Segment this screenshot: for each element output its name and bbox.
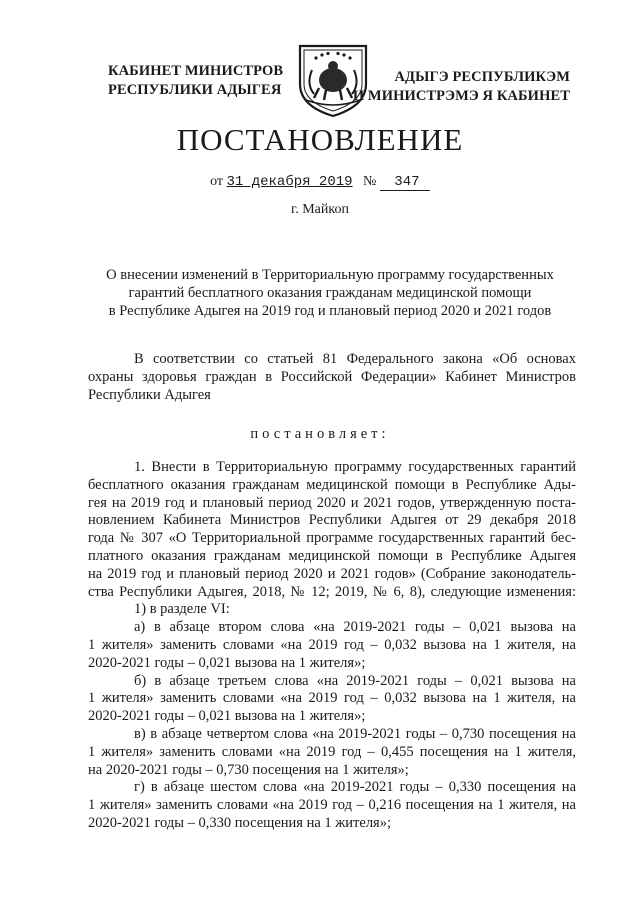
- body-line: 2020-2021 годы – 0,330 посещения на 1 жителя»;: [88, 814, 392, 831]
- body-line: а) в абзаце втором слова «на 2019-2021 годы – 0,021 вызова на: [134, 619, 576, 636]
- body-line: на 2020-2021 годы – 0,730 посещения на 1 жителя»;: [88, 761, 409, 778]
- body-line: гея на 2019 год и плановый период 2020 и 2021 годов, утвержденную поста-: [88, 494, 576, 511]
- body-line: 1. Внести в Территориальную программу государственных гарантий: [134, 459, 576, 475]
- body-line: 2020-2021 годы – 0,021 вызова на 1 жителя»;: [88, 654, 366, 671]
- body-line: г) в абзаце шестом слова «на 2019-2021 годы – 0,330 посещения на: [134, 779, 576, 796]
- header-right-institution: [353, 68, 570, 106]
- decree-word: постановляет:: [250, 426, 390, 442]
- body-line: 1 жителя» заменить словами «на 2019 год – 0,216 посещения на 1 жителя, на: [88, 797, 576, 814]
- body-line: б) в абзаце третьем слова «на 2019-2021 годы – 0,021 вызова на: [134, 672, 576, 689]
- body-line: на 2019 год и плановый период 2020 и 2021 годов» (Собрание законодатель-: [88, 565, 576, 582]
- header-left-line: КАБИНЕТ МИНИСТРОВ: [108, 63, 284, 79]
- preamble-line: охраны здоровья граждан в Российской Федерации» Кабинет Министров: [88, 368, 576, 385]
- document-date: 31 декабря 2019: [226, 174, 353, 190]
- main-text: [88, 459, 576, 833]
- document-title: ПОСТАНОВЛЕНИЕ: [176, 122, 464, 157]
- date-from-label: от: [210, 174, 224, 189]
- body-line: 1) в разделе VI:: [134, 601, 230, 618]
- header-left-institution: [108, 62, 283, 100]
- header-left-line: РЕСПУБЛИКИ АДЫГЕЯ: [108, 82, 282, 98]
- header-right-line: И МИНИСТРЭМЭ Я КАБИНЕТ: [352, 88, 570, 104]
- body-line: бесплатного оказания гражданам медицинской помощи в Республике Ады-: [88, 476, 576, 493]
- subject-line: О внесении изменений в Территориальную программу государственных: [106, 267, 554, 283]
- header-right-line: АДЫГЭ РЕСПУБЛИКЭМ: [394, 69, 570, 85]
- body-line: 1 жителя» заменить словами «на 2019 год – 0,032 вызова на 1 жителя, на: [88, 636, 576, 653]
- subject-line: в Республике Адыгея на 2019 год и плановый период 2020 и 2021 годов: [108, 303, 552, 319]
- date-number-line: [0, 174, 640, 191]
- body-line: 1 жителя» заменить словами «на 2019 год – 0,455 посещения на 1 жителя,: [88, 743, 576, 760]
- city-name: г. Майкоп: [291, 202, 349, 217]
- subject-line: гарантий бесплатного оказания гражданам медицинской помощи: [128, 285, 532, 301]
- body-line: 1 жителя» заменить словами «на 2019 год – 0,032 вызова на 1 жителя, на: [88, 690, 576, 707]
- preamble-line: В соответствии со статьей 81 Федерального закона «Об основах: [134, 351, 576, 367]
- body-line: платного оказания гражданам медицинской помощи в Республике Адыгея: [88, 547, 576, 564]
- body-line: ства Республики Адыгея, 2018, № 12; 2019, № 6, 8), следующие изменения:: [88, 583, 576, 600]
- document-number: 347: [380, 174, 430, 191]
- body-line: года № 307 «О Территориальной программе государственных гарантий бес-: [88, 530, 576, 547]
- body-line: новлением Кабинета Министров Республики Адыгея от 29 декабря 2018: [88, 512, 576, 529]
- document-subject: [60, 266, 600, 320]
- body-line: 2020-2021 годы – 0,021 вызова на 1 жителя»;: [88, 708, 366, 725]
- number-label: №: [363, 174, 377, 189]
- preamble-line: Республики Адыгея: [88, 386, 211, 403]
- preamble-paragraph: [88, 351, 576, 404]
- body-line: в) в абзаце четвертом слова «на 2019-2021 годы – 0,730 посещения на: [134, 725, 576, 742]
